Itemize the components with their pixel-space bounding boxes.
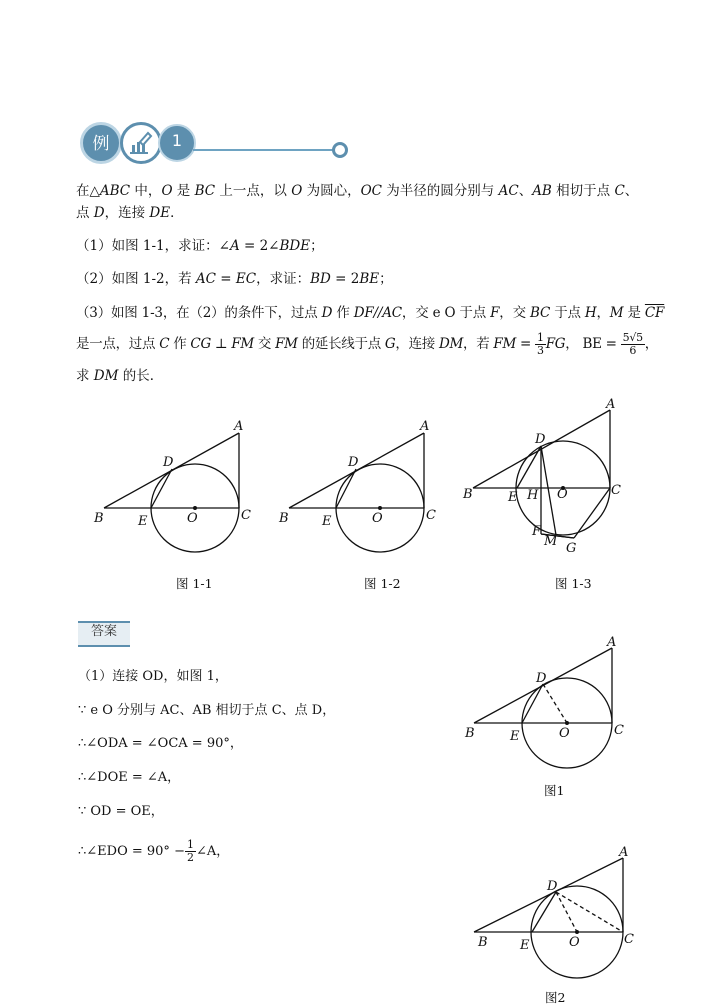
fig1-label-a: A (607, 635, 617, 650)
fig11-label-o: O (187, 511, 198, 526)
answer-step-5: ∵ OD = OE， (78, 804, 164, 819)
example-label: 例 (92, 134, 110, 154)
figure-2 (474, 858, 623, 978)
fig13-label-o: O (557, 487, 568, 502)
fig2-label-a: A (619, 845, 629, 860)
fig12-label-d: D (348, 455, 359, 470)
fig13-label-f: F (532, 524, 542, 539)
answer-step-6: ∴∠EDO = 90° − $\frac{1}{2}$ ∠A， (78, 838, 230, 864)
answer-step-3: ∴∠ODA = ∠OCA = 90°， (78, 736, 243, 751)
question-3-line-2: 是一点，过点 C 作 CG ⊥ FM 交 FM 的延长线于点 G，连接 DM，若 FM = $\frac{1}{3}$ FG， BE = $\frac{5√5}{6}$ ， (76, 331, 658, 357)
caption-fig-1-3: 图 1-3 (555, 576, 592, 591)
fig1-label-e: E (510, 729, 520, 744)
problem-line-1: 在△ABC 中，O 是 BC 上一点，以 O 为圆心，OC 为半径的圆分别与 AC、AB 相切于点 C、 (76, 183, 639, 199)
fig11-label-d: D (163, 455, 174, 470)
figure-1 (474, 648, 612, 768)
fig2-label-c: C (624, 932, 634, 947)
fig12-label-b: B (279, 511, 289, 526)
fraction-be: $\frac{5√5}{6}$ (622, 331, 643, 357)
fig13-label-g: G (566, 541, 577, 556)
caption-fig-2: 图2 (545, 990, 566, 1005)
question-3-line-1: （3）如图 1-3，在（2）的条件下，过点 D 作 DF//AC，交 e O 于点 F，交 BC 于点 H，M 是 $\overline{CF}$ (76, 305, 665, 321)
fig2-label-o: O (569, 935, 580, 950)
answer-step-4: ∴∠DOE = ∠A， (78, 770, 181, 785)
caption-fig-1-2: 图 1-2 (364, 576, 401, 591)
fig13-label-d: D (535, 432, 546, 447)
fig12-label-c: C (426, 508, 436, 523)
caption-fig-1-1: 图 1-1 (176, 576, 213, 591)
fig13-label-b: B (463, 487, 473, 502)
answer-step-1: （1）连接 OD，如图 1， (78, 669, 228, 684)
fig13-label-m: M (544, 534, 558, 549)
fig1-label-o: O (559, 726, 570, 741)
fig1-label-c: C (614, 723, 624, 738)
figure-1-3 (473, 410, 610, 538)
fig11-label-e: E (138, 514, 148, 529)
fig11-label-a: A (234, 419, 244, 434)
fig2-label-e: E (520, 938, 530, 953)
problem-line-2: 点 D，连接 DE． (76, 205, 184, 221)
example-number: 1 (171, 131, 183, 150)
fraction-one-half: $\frac{1}{2}$ (186, 838, 194, 864)
fraction-one-third: $\frac{1}{3}$ (537, 331, 544, 357)
fig12-label-o: O (372, 511, 383, 526)
fig1-label-b: B (465, 726, 475, 741)
fig13-label-c: C (611, 483, 621, 498)
fig13-label-e: E (508, 490, 518, 505)
answer-label: 答案 (90, 624, 117, 639)
fig13-label-a: A (606, 397, 616, 412)
figure-1-2 (289, 433, 424, 552)
fig2-label-b: B (478, 935, 488, 950)
fig12-label-a: A (420, 419, 430, 434)
caption-fig-1: 图1 (544, 783, 565, 798)
question-2: （2）如图 1-2，若 AC = EC，求证：BD = 2BE； (76, 271, 393, 287)
fig2-label-d: D (547, 879, 558, 894)
fig12-label-e: E (322, 514, 332, 529)
answer-step-2: ∵ e O 分别与 AC、AB 相切于点 C、点 D， (78, 703, 336, 718)
fig11-label-c: C (241, 508, 251, 523)
fig11-label-b: B (94, 511, 104, 526)
fig13-label-h: H (527, 488, 539, 503)
figure-1-1 (104, 433, 239, 552)
fig1-label-d: D (536, 671, 547, 686)
question-3-line-3: 求 DM 的长． (76, 368, 164, 384)
question-1: （1）如图 1-1，求证：∠A = 2∠BDE； (76, 238, 324, 254)
